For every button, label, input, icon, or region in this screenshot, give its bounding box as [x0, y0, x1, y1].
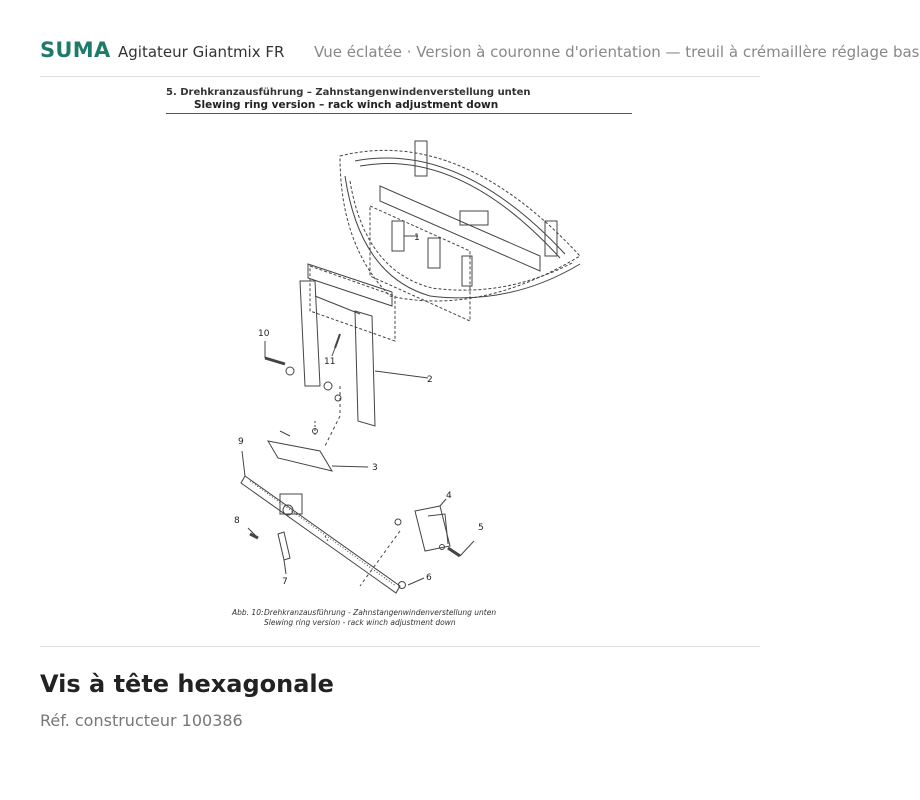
brand-logo[interactable]: SUMA — [40, 38, 111, 62]
product-name[interactable]: Agitateur Giantmix FR — [118, 43, 285, 61]
figure-caption-label: Abb. 10: — [232, 608, 264, 617]
callout-4[interactable]: 4 — [446, 491, 452, 501]
part-callouts — [234, 233, 484, 587]
breadcrumb[interactable]: Vue éclatée · Version à couronne d'orientation — treuil à crémaillère réglage bas — [314, 43, 920, 61]
callout-9[interactable]: 9 — [238, 437, 244, 447]
callout-3[interactable]: 3 — [372, 463, 378, 473]
divider — [40, 646, 760, 647]
callout-5[interactable]: 5 — [478, 523, 484, 533]
figure-caption-de: Drehkranzausführung - Zahnstangenwindenverstellung unten — [264, 608, 497, 617]
figure-caption-en: Slewing ring version - rack winch adjustment down — [264, 618, 456, 627]
callout-2[interactable]: 2 — [427, 375, 433, 385]
part-title: Vis à tête hexagonale — [40, 670, 334, 698]
callout-10[interactable]: 10 — [258, 329, 270, 339]
callout-8[interactable]: 8 — [234, 516, 240, 526]
exploded-view-figure — [160, 86, 640, 630]
callout-7[interactable]: 7 — [282, 577, 288, 587]
figure-header-de: 5. Drehkranzausführung – Zahnstangenwindenverstellung unten — [166, 87, 531, 98]
figure-header — [166, 87, 632, 114]
figure-caption — [232, 608, 496, 628]
part-reference: Réf. constructeur 100386 — [40, 711, 243, 730]
exploded-view-drawing — [160, 86, 640, 630]
callout-11[interactable]: 11 — [324, 357, 336, 367]
callout-1[interactable]: 1 — [414, 233, 420, 243]
top-bar — [40, 36, 920, 77]
callout-6[interactable]: 6 — [426, 573, 432, 583]
figure-header-en: Slewing ring version – rack winch adjustment down — [194, 99, 499, 111]
